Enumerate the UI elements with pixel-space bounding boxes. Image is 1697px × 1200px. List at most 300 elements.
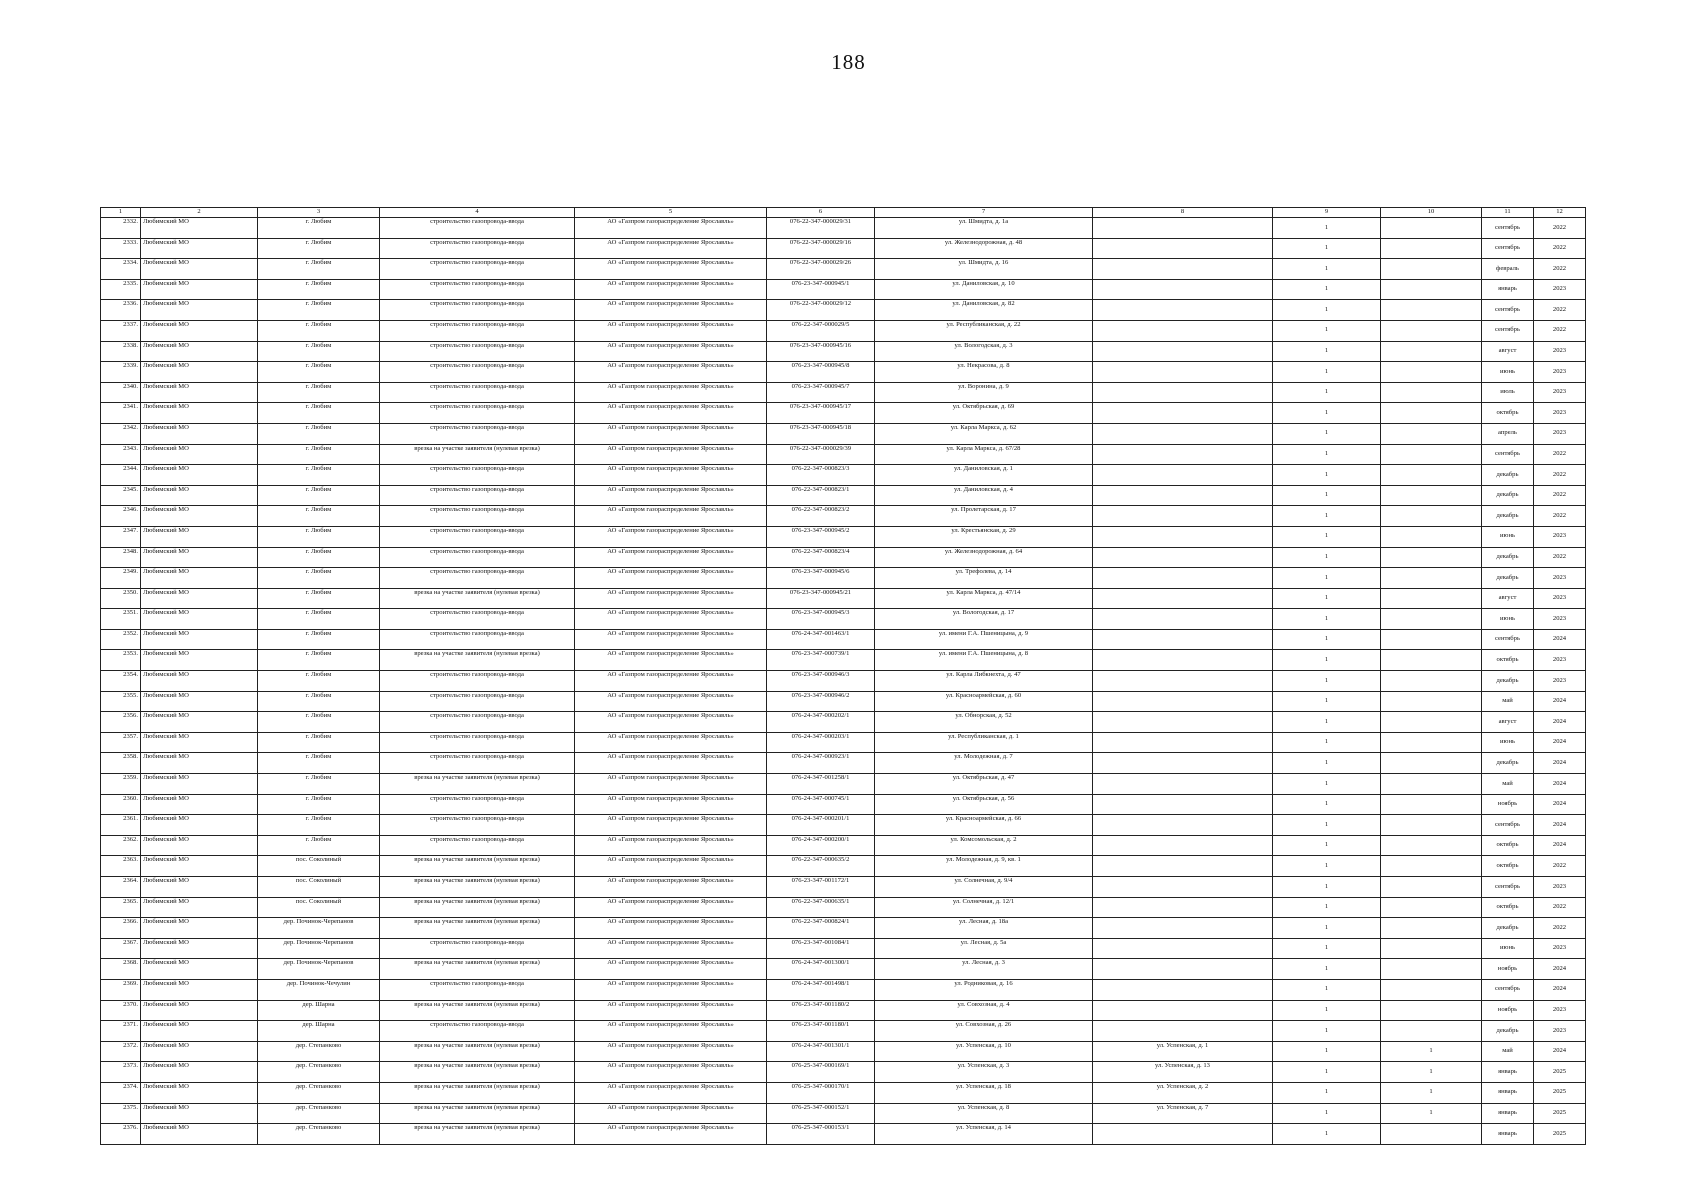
- cell-quantity-extra: [1381, 526, 1482, 547]
- table-row: [101, 588, 1586, 609]
- cell-settlement: г. Любим: [258, 279, 380, 300]
- cell-work-type: строительство газопровода-ввода: [380, 753, 575, 774]
- cell-address: ул. Карла Маркса, д. 67/28: [875, 444, 1093, 465]
- cell-address: ул. Успенская, д. 14: [875, 1124, 1093, 1145]
- cell-address-extra: [1093, 568, 1273, 589]
- cell-organization: АО «Газпром газораспределение Ярославль»: [575, 609, 767, 630]
- cell-year: 2024: [1534, 835, 1586, 856]
- table-row: [101, 382, 1586, 403]
- cell-month: май: [1482, 774, 1534, 795]
- table-row: [101, 1000, 1586, 1021]
- cell-year: 2024: [1534, 629, 1586, 650]
- cell-address: ул. имени Г.А. Пшеницына, д. 9: [875, 629, 1093, 650]
- cell-application-number: 076-25-347-000170/1: [767, 1082, 875, 1103]
- column-header-11: 11: [1482, 208, 1534, 218]
- cell-row-number: 2361.: [101, 815, 141, 836]
- cell-organization: АО «Газпром газораспределение Ярославль»: [575, 629, 767, 650]
- cell-address-extra: [1093, 1021, 1273, 1042]
- table-row: [101, 650, 1586, 671]
- table-row: [101, 362, 1586, 383]
- cell-row-number: 2346.: [101, 506, 141, 527]
- cell-settlement: г. Любим: [258, 671, 380, 692]
- cell-municipality: Любимский МО: [141, 979, 258, 1000]
- cell-settlement: дер. Шарна: [258, 1021, 380, 1042]
- table-row: [101, 856, 1586, 877]
- cell-address: ул. Карла Маркса, д. 47/14: [875, 588, 1093, 609]
- table-row: [101, 629, 1586, 650]
- cell-row-number: 2347.: [101, 526, 141, 547]
- cell-address-extra: [1093, 815, 1273, 836]
- cell-address: ул. Октябрьская, д. 69: [875, 403, 1093, 424]
- cell-settlement: г. Любим: [258, 300, 380, 321]
- cell-municipality: Любимский МО: [141, 547, 258, 568]
- cell-work-type: строительство газопровода-ввода: [380, 732, 575, 753]
- table-row: [101, 691, 1586, 712]
- cell-address: ул. Совхозная, д. 4: [875, 1000, 1093, 1021]
- cell-month: декабрь: [1482, 753, 1534, 774]
- cell-address-extra: [1093, 897, 1273, 918]
- cell-organization: АО «Газпром газораспределение Ярославль»: [575, 320, 767, 341]
- cell-quantity: 1: [1273, 362, 1381, 383]
- cell-municipality: Любимский МО: [141, 485, 258, 506]
- cell-quantity: 1: [1273, 1000, 1381, 1021]
- cell-row-number: 2370.: [101, 1000, 141, 1021]
- cell-quantity-extra: [1381, 732, 1482, 753]
- cell-work-type: строительство газопровода-ввода: [380, 629, 575, 650]
- cell-quantity-extra: [1381, 979, 1482, 1000]
- cell-row-number: 2334.: [101, 259, 141, 280]
- cell-application-number: 076-24-347-001301/1: [767, 1041, 875, 1062]
- cell-organization: АО «Газпром газораспределение Ярославль»: [575, 506, 767, 527]
- cell-quantity-extra: [1381, 588, 1482, 609]
- cell-year: 2022: [1534, 465, 1586, 486]
- cell-organization: АО «Газпром газораспределение Ярославль»: [575, 1021, 767, 1042]
- cell-municipality: Любимский МО: [141, 279, 258, 300]
- cell-work-type: врезка на участке заявителя (нулевая врезка): [380, 774, 575, 795]
- cell-row-number: 2358.: [101, 753, 141, 774]
- cell-work-type: врезка на участке заявителя (нулевая врезка): [380, 1041, 575, 1062]
- cell-application-number: 076-23-347-001172/1: [767, 877, 875, 898]
- table-row: [101, 774, 1586, 795]
- cell-organization: АО «Газпром газораспределение Ярославль»: [575, 712, 767, 733]
- cell-quantity-extra: 1: [1381, 1062, 1482, 1083]
- cell-application-number: 076-23-347-000945/6: [767, 568, 875, 589]
- cell-municipality: Любимский МО: [141, 959, 258, 980]
- cell-address-extra: [1093, 650, 1273, 671]
- cell-organization: АО «Газпром газораспределение Ярославль»: [575, 938, 767, 959]
- cell-quantity-extra: [1381, 465, 1482, 486]
- cell-settlement: дер. Починок-Черепанов: [258, 959, 380, 980]
- cell-application-number: 076-25-347-000152/1: [767, 1103, 875, 1124]
- cell-address: ул. Железнодорожная, д. 48: [875, 238, 1093, 259]
- cell-year: 2025: [1534, 1082, 1586, 1103]
- cell-address-extra: [1093, 753, 1273, 774]
- cell-application-number: 076-23-347-000945/2: [767, 526, 875, 547]
- cell-month: июнь: [1482, 732, 1534, 753]
- cell-address: ул. Комсомольская, д. 2: [875, 835, 1093, 856]
- cell-municipality: Любимский МО: [141, 526, 258, 547]
- cell-application-number: 076-23-347-001084/1: [767, 938, 875, 959]
- cell-work-type: врезка на участке заявителя (нулевая врезка): [380, 1124, 575, 1145]
- cell-address-extra: [1093, 382, 1273, 403]
- cell-municipality: Любимский МО: [141, 506, 258, 527]
- cell-work-type: строительство газопровода-ввода: [380, 506, 575, 527]
- cell-address-extra: [1093, 547, 1273, 568]
- cell-application-number: 076-23-347-000946/3: [767, 671, 875, 692]
- cell-organization: АО «Газпром газораспределение Ярославль»: [575, 362, 767, 383]
- cell-year: 2023: [1534, 382, 1586, 403]
- cell-municipality: Любимский МО: [141, 362, 258, 383]
- cell-application-number: 076-22-347-000823/3: [767, 465, 875, 486]
- cell-year: 2024: [1534, 1041, 1586, 1062]
- cell-organization: АО «Газпром газораспределение Ярославль»: [575, 1062, 767, 1083]
- column-header-3: 3: [258, 208, 380, 218]
- cell-month: декабрь: [1482, 1021, 1534, 1042]
- cell-month: декабрь: [1482, 465, 1534, 486]
- cell-quantity-extra: [1381, 918, 1482, 939]
- table-row: [101, 279, 1586, 300]
- cell-month: октябрь: [1482, 897, 1534, 918]
- cell-application-number: 076-24-347-000200/1: [767, 835, 875, 856]
- cell-work-type: врезка на участке заявителя (нулевая врезка): [380, 588, 575, 609]
- cell-row-number: 2352.: [101, 629, 141, 650]
- cell-work-type: строительство газопровода-ввода: [380, 1021, 575, 1042]
- cell-quantity: 1: [1273, 774, 1381, 795]
- cell-address: ул. Железнодорожная, д. 64: [875, 547, 1093, 568]
- cell-quantity: 1: [1273, 382, 1381, 403]
- table-row: [101, 506, 1586, 527]
- cell-municipality: Любимский МО: [141, 650, 258, 671]
- cell-organization: АО «Газпром газораспределение Ярославль»: [575, 650, 767, 671]
- cell-settlement: г. Любим: [258, 238, 380, 259]
- cell-quantity: 1: [1273, 444, 1381, 465]
- cell-address-extra: [1093, 629, 1273, 650]
- cell-quantity: 1: [1273, 938, 1381, 959]
- cell-settlement: г. Любим: [258, 691, 380, 712]
- cell-month: июнь: [1482, 526, 1534, 547]
- cell-row-number: 2351.: [101, 609, 141, 630]
- cell-work-type: строительство газопровода-ввода: [380, 671, 575, 692]
- cell-month: август: [1482, 588, 1534, 609]
- cell-quantity-extra: [1381, 485, 1482, 506]
- cell-address: ул. Республиканская, д. 1: [875, 732, 1093, 753]
- table-row: [101, 320, 1586, 341]
- cell-address-extra: [1093, 732, 1273, 753]
- cell-work-type: врезка на участке заявителя (нулевая врезка): [380, 1082, 575, 1103]
- cell-organization: АО «Газпром газораспределение Ярославль»: [575, 732, 767, 753]
- cell-application-number: 076-22-347-000635/2: [767, 856, 875, 877]
- cell-quantity-extra: 1: [1381, 1103, 1482, 1124]
- cell-work-type: строительство газопровода-ввода: [380, 279, 575, 300]
- cell-address-extra: [1093, 794, 1273, 815]
- cell-organization: АО «Газпром газораспределение Ярославль»: [575, 1082, 767, 1103]
- cell-address-extra: [1093, 259, 1273, 280]
- cell-address: ул. Крестьянская, д. 29: [875, 526, 1093, 547]
- cell-settlement: пос. Соколиный: [258, 897, 380, 918]
- cell-year: 2024: [1534, 712, 1586, 733]
- cell-year: 2022: [1534, 218, 1586, 239]
- cell-settlement: г. Любим: [258, 609, 380, 630]
- cell-organization: АО «Газпром газораспределение Ярославль»: [575, 918, 767, 939]
- table-header: [101, 208, 1586, 218]
- cell-address-extra: [1093, 1124, 1273, 1145]
- table-row: [101, 423, 1586, 444]
- table-row: [101, 671, 1586, 692]
- cell-year: 2022: [1534, 506, 1586, 527]
- cell-quantity: 1: [1273, 979, 1381, 1000]
- cell-settlement: г. Любим: [258, 341, 380, 362]
- cell-settlement: г. Любим: [258, 506, 380, 527]
- cell-row-number: 2372.: [101, 1041, 141, 1062]
- cell-address-extra: [1093, 506, 1273, 527]
- cell-municipality: Любимский МО: [141, 382, 258, 403]
- cell-municipality: Любимский МО: [141, 341, 258, 362]
- table-row: [101, 877, 1586, 898]
- cell-quantity: 1: [1273, 485, 1381, 506]
- cell-application-number: 076-22-347-000029/16: [767, 238, 875, 259]
- cell-address: ул. имени Г.А. Пшеницына, д. 8: [875, 650, 1093, 671]
- cell-quantity-extra: [1381, 1000, 1482, 1021]
- cell-organization: АО «Газпром газораспределение Ярославль»: [575, 753, 767, 774]
- cell-organization: АО «Газпром газораспределение Ярославль»: [575, 835, 767, 856]
- cell-address-extra: ул. Успенская, д. 13: [1093, 1062, 1273, 1083]
- column-header-4: 4: [380, 208, 575, 218]
- cell-quantity-extra: [1381, 279, 1482, 300]
- cell-month: июнь: [1482, 362, 1534, 383]
- cell-quantity-extra: [1381, 609, 1482, 630]
- cell-quantity: 1: [1273, 712, 1381, 733]
- cell-quantity: 1: [1273, 218, 1381, 239]
- cell-municipality: Любимский МО: [141, 1021, 258, 1042]
- cell-month: июль: [1482, 382, 1534, 403]
- cell-application-number: 076-23-347-000945/16: [767, 341, 875, 362]
- column-header-1: 1: [101, 208, 141, 218]
- cell-organization: АО «Газпром газораспределение Ярославль»: [575, 547, 767, 568]
- cell-work-type: строительство газопровода-ввода: [380, 238, 575, 259]
- cell-organization: АО «Газпром газораспределение Ярославль»: [575, 794, 767, 815]
- cell-address-extra: [1093, 320, 1273, 341]
- cell-settlement: г. Любим: [258, 774, 380, 795]
- cell-municipality: Любимский МО: [141, 897, 258, 918]
- cell-application-number: 076-22-347-000824/1: [767, 918, 875, 939]
- cell-settlement: г. Любим: [258, 650, 380, 671]
- cell-address-extra: [1093, 341, 1273, 362]
- cell-address: ул. Трефолева, д. 14: [875, 568, 1093, 589]
- column-header-7: 7: [875, 208, 1093, 218]
- cell-quantity: 1: [1273, 1062, 1381, 1083]
- cell-organization: АО «Газпром газораспределение Ярославль»: [575, 774, 767, 795]
- cell-municipality: Любимский МО: [141, 609, 258, 630]
- cell-quantity-extra: [1381, 1021, 1482, 1042]
- cell-settlement: дер. Степанково: [258, 1103, 380, 1124]
- cell-year: 2024: [1534, 732, 1586, 753]
- cell-row-number: 2356.: [101, 712, 141, 733]
- cell-quantity-extra: [1381, 547, 1482, 568]
- cell-address-extra: [1093, 856, 1273, 877]
- cell-organization: АО «Газпром газораспределение Ярославль»: [575, 979, 767, 1000]
- cell-municipality: Любимский МО: [141, 320, 258, 341]
- table-row: [101, 1103, 1586, 1124]
- cell-quantity-extra: [1381, 423, 1482, 444]
- cell-row-number: 2355.: [101, 691, 141, 712]
- cell-organization: АО «Газпром газораспределение Ярославль»: [575, 382, 767, 403]
- cell-address: ул. Родниковая, д. 16: [875, 979, 1093, 1000]
- cell-application-number: 076-23-347-000945/17: [767, 403, 875, 424]
- cell-row-number: 2367.: [101, 938, 141, 959]
- cell-settlement: пос. Соколиный: [258, 856, 380, 877]
- cell-year: 2023: [1534, 938, 1586, 959]
- cell-organization: АО «Газпром газораспределение Ярославль»: [575, 259, 767, 280]
- cell-quantity-extra: [1381, 362, 1482, 383]
- table-row: [101, 753, 1586, 774]
- cell-quantity-extra: [1381, 238, 1482, 259]
- cell-work-type: строительство газопровода-ввода: [380, 794, 575, 815]
- cell-month: сентябрь: [1482, 238, 1534, 259]
- table-row: [101, 732, 1586, 753]
- cell-row-number: 2353.: [101, 650, 141, 671]
- cell-year: 2023: [1534, 403, 1586, 424]
- table-row: [101, 938, 1586, 959]
- cell-quantity: 1: [1273, 671, 1381, 692]
- cell-month: сентябрь: [1482, 979, 1534, 1000]
- table-row: [101, 568, 1586, 589]
- cell-municipality: Любимский МО: [141, 856, 258, 877]
- cell-address-extra: [1093, 918, 1273, 939]
- cell-work-type: строительство газопровода-ввода: [380, 403, 575, 424]
- cell-municipality: Любимский МО: [141, 403, 258, 424]
- cell-settlement: дер. Степанково: [258, 1082, 380, 1103]
- cell-address-extra: [1093, 671, 1273, 692]
- cell-month: декабрь: [1482, 568, 1534, 589]
- cell-settlement: г. Любим: [258, 485, 380, 506]
- cell-address-extra: [1093, 979, 1273, 1000]
- cell-application-number: 076-23-347-000945/8: [767, 362, 875, 383]
- cell-row-number: 2341.: [101, 403, 141, 424]
- cell-address: ул. Вологодская, д. 17: [875, 609, 1093, 630]
- cell-row-number: 2344.: [101, 465, 141, 486]
- cell-address: ул. Лесная, д. 5а: [875, 938, 1093, 959]
- cell-quantity: 1: [1273, 588, 1381, 609]
- cell-year: 2023: [1534, 877, 1586, 898]
- cell-quantity-extra: [1381, 1124, 1482, 1145]
- page-number: 188: [831, 50, 866, 74]
- cell-month: октябрь: [1482, 403, 1534, 424]
- cell-year: 2023: [1534, 526, 1586, 547]
- cell-work-type: строительство газопровода-ввода: [380, 835, 575, 856]
- cell-municipality: Любимский МО: [141, 712, 258, 733]
- cell-month: август: [1482, 341, 1534, 362]
- cell-organization: АО «Газпром газораспределение Ярославль»: [575, 877, 767, 898]
- cell-organization: АО «Газпром газораспределение Ярославль»: [575, 568, 767, 589]
- column-header-10: 10: [1381, 208, 1482, 218]
- cell-address-extra: [1093, 588, 1273, 609]
- cell-settlement: г. Любим: [258, 526, 380, 547]
- cell-organization: АО «Газпром газораспределение Ярославль»: [575, 218, 767, 239]
- cell-municipality: Любимский МО: [141, 1103, 258, 1124]
- cell-year: 2023: [1534, 362, 1586, 383]
- cell-quantity-extra: [1381, 835, 1482, 856]
- cell-row-number: 2357.: [101, 732, 141, 753]
- cell-address: ул. Успенская, д. 3: [875, 1062, 1093, 1083]
- cell-row-number: 2359.: [101, 774, 141, 795]
- cell-municipality: Любимский МО: [141, 423, 258, 444]
- cell-address-extra: ул. Успенская, д. 1: [1093, 1041, 1273, 1062]
- cell-settlement: дер. Степанково: [258, 1041, 380, 1062]
- cell-municipality: Любимский МО: [141, 691, 258, 712]
- table-row: [101, 897, 1586, 918]
- cell-settlement: пос. Соколиный: [258, 877, 380, 898]
- cell-quantity: 1: [1273, 918, 1381, 939]
- cell-settlement: г. Любим: [258, 712, 380, 733]
- cell-quantity-extra: [1381, 856, 1482, 877]
- cell-settlement: г. Любим: [258, 444, 380, 465]
- cell-application-number: 076-23-347-000946/2: [767, 691, 875, 712]
- cell-settlement: г. Любим: [258, 403, 380, 424]
- table-row: [101, 712, 1586, 733]
- cell-settlement: г. Любим: [258, 218, 380, 239]
- cell-organization: АО «Газпром газораспределение Ярославль»: [575, 444, 767, 465]
- cell-quantity-extra: [1381, 712, 1482, 733]
- cell-application-number: 076-24-347-001300/1: [767, 959, 875, 980]
- table-row: [101, 485, 1586, 506]
- cell-month: декабрь: [1482, 506, 1534, 527]
- cell-quantity: 1: [1273, 959, 1381, 980]
- cell-row-number: 2376.: [101, 1124, 141, 1145]
- cell-organization: АО «Газпром газораспределение Ярославль»: [575, 959, 767, 980]
- cell-settlement: дер. Степанково: [258, 1062, 380, 1083]
- cell-work-type: строительство газопровода-ввода: [380, 300, 575, 321]
- cell-application-number: 076-22-347-000635/1: [767, 897, 875, 918]
- cell-application-number: 076-24-347-000203/1: [767, 732, 875, 753]
- cell-quantity-extra: [1381, 650, 1482, 671]
- cell-address: ул. Пролетарская, д. 17: [875, 506, 1093, 527]
- cell-quantity: 1: [1273, 506, 1381, 527]
- cell-year: 2023: [1534, 423, 1586, 444]
- cell-quantity: 1: [1273, 1124, 1381, 1145]
- cell-settlement: г. Любим: [258, 732, 380, 753]
- table-row: [101, 815, 1586, 836]
- table-row: [101, 979, 1586, 1000]
- cell-application-number: 076-22-347-000823/1: [767, 485, 875, 506]
- cell-work-type: строительство газопровода-ввода: [380, 320, 575, 341]
- table-row: [101, 959, 1586, 980]
- cell-year: 2024: [1534, 774, 1586, 795]
- column-header-6: 6: [767, 208, 875, 218]
- cell-settlement: дер. Починок-Черепанов: [258, 918, 380, 939]
- cell-month: сентябрь: [1482, 815, 1534, 836]
- cell-organization: АО «Газпром газораспределение Ярославль»: [575, 691, 767, 712]
- table-row: [101, 465, 1586, 486]
- cell-quantity: 1: [1273, 526, 1381, 547]
- cell-work-type: строительство газопровода-ввода: [380, 979, 575, 1000]
- table-row: [101, 1062, 1586, 1083]
- cell-organization: АО «Газпром газораспределение Ярославль»: [575, 897, 767, 918]
- cell-address-extra: [1093, 423, 1273, 444]
- cell-municipality: Любимский МО: [141, 588, 258, 609]
- cell-quantity: 1: [1273, 650, 1381, 671]
- table-row: [101, 1124, 1586, 1145]
- table-row: [101, 526, 1586, 547]
- cell-address: ул. Шмидта, д. 16: [875, 259, 1093, 280]
- cell-quantity: 1: [1273, 238, 1381, 259]
- cell-row-number: 2375.: [101, 1103, 141, 1124]
- cell-municipality: Любимский МО: [141, 444, 258, 465]
- table-row: [101, 259, 1586, 280]
- cell-organization: АО «Газпром газораспределение Ярославль»: [575, 465, 767, 486]
- cell-row-number: 2369.: [101, 979, 141, 1000]
- cell-quantity: 1: [1273, 547, 1381, 568]
- cell-quantity: 1: [1273, 1041, 1381, 1062]
